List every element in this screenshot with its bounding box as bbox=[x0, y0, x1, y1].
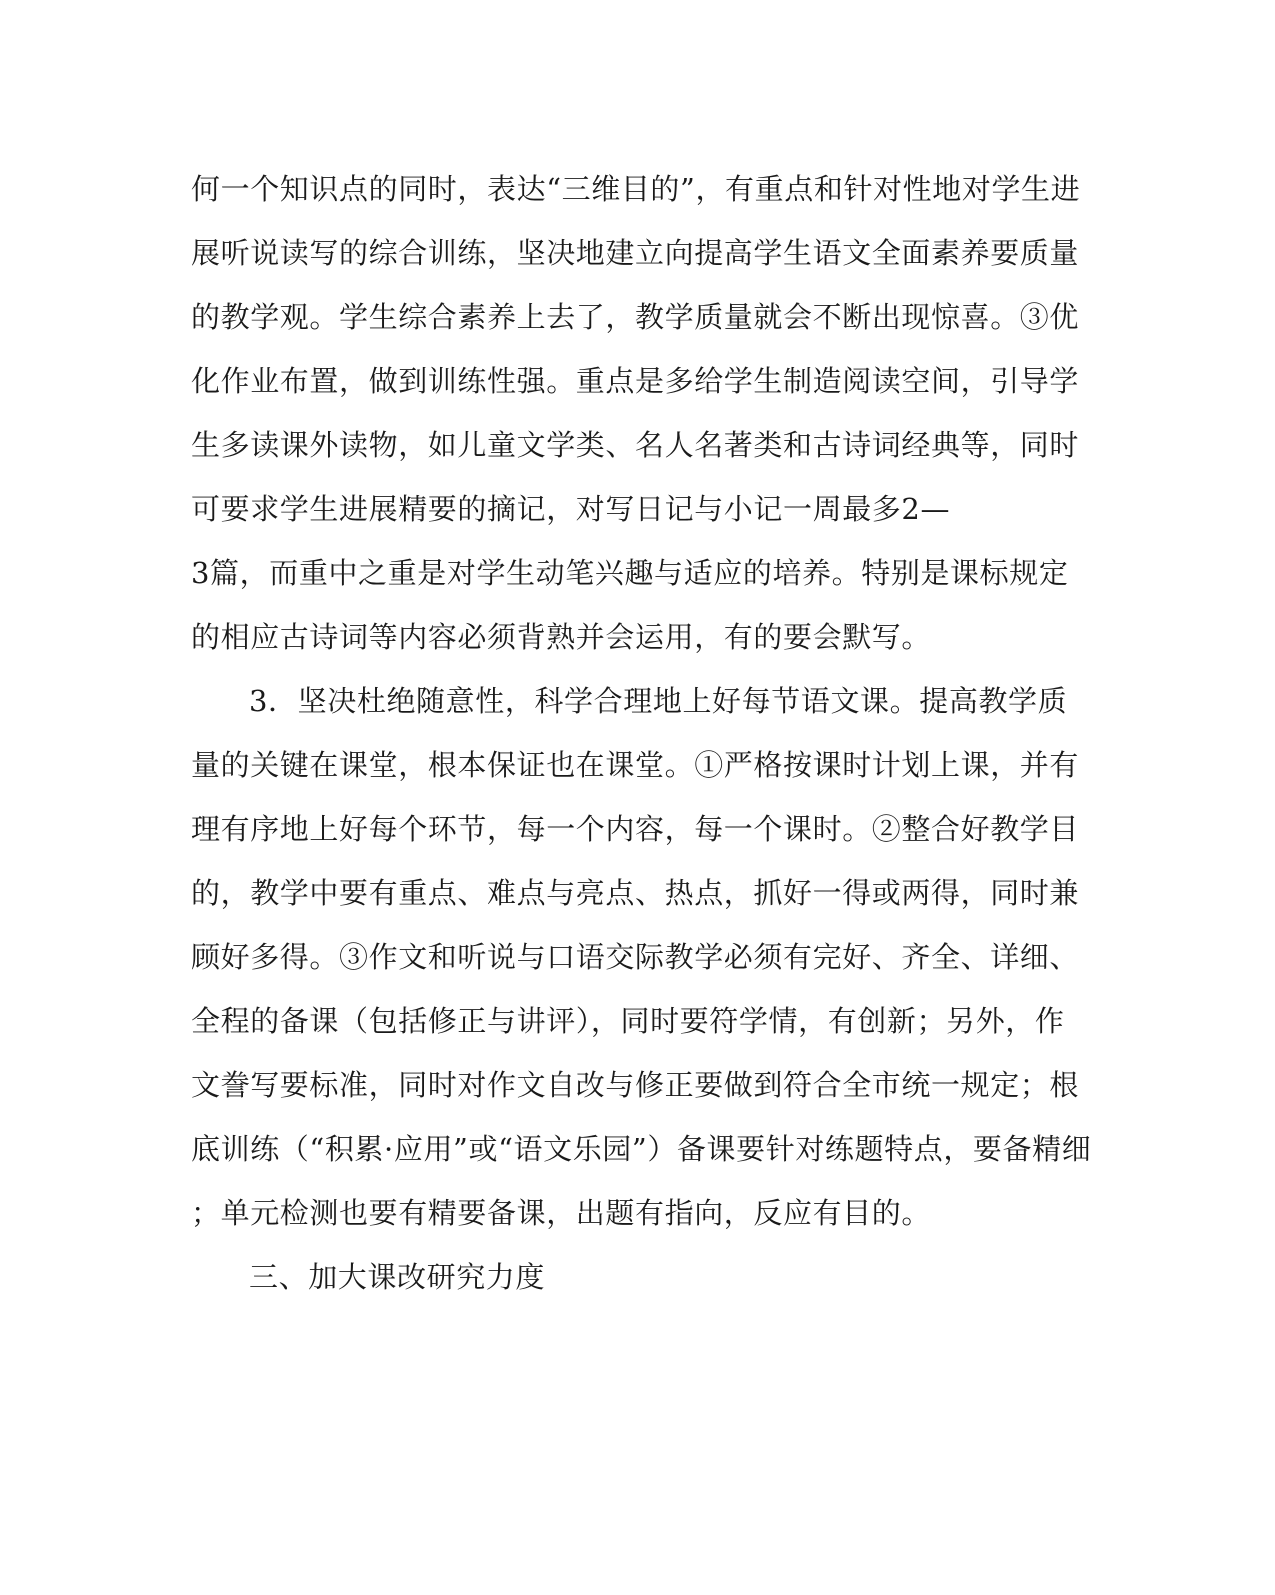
text-line: 量的关键在课堂，根本保证也在课堂。①严格按课时计划上课，并有 bbox=[191, 748, 1080, 782]
text-line: 顾好多得。③作文和听说与口语交际教学必须有完好、齐全、详细、 bbox=[191, 940, 1080, 974]
text-line: 展听说读写的综合训练，坚决地建立向提高学生语文全面素养要质量 bbox=[191, 236, 1080, 270]
text-line: 底训练（“积累·应用”或“语文乐园”）备课要针对练题特点，要备精细 bbox=[191, 1132, 1092, 1166]
section-heading: 三、加大课改研究力度 bbox=[249, 1260, 546, 1294]
text-line: 全程的备课（包括修正与讲评），同时要符学情，有创新；另外，作 bbox=[191, 1004, 1065, 1038]
text-line: 3篇，而重中之重是对学生动笔兴趣与适应的培养。特别是课标规定 bbox=[191, 556, 1069, 590]
text-line: 文誊写要标准，同时对作文自改与修正要做到符合全市统一规定；根 bbox=[191, 1068, 1080, 1102]
text-line: ；单元检测也要有精要备课，出题有指向，反应有目的。 bbox=[191, 1196, 932, 1230]
paragraph-start-line: 3．坚决杜绝随意性，科学合理地上好每节语文课。提高教学质 bbox=[249, 684, 1068, 718]
text-line: 的相应古诗词等内容必须背熟并会运用，有的要会默写。 bbox=[191, 620, 932, 654]
text-line: 的，教学中要有重点、难点与亮点、热点，抓好一得或两得，同时兼 bbox=[191, 876, 1080, 910]
text-line: 何一个知识点的同时，表达“三维目的”，有重点和针对性地对学生进 bbox=[191, 172, 1081, 206]
text-line: 理有序地上好每个环节，每一个内容，每一个课时。②整合好教学目 bbox=[191, 812, 1080, 846]
body-text bbox=[191, 157, 1092, 1309]
text-line: 的教学观。学生综合素养上去了，教学质量就会不断出现惊喜。③优 bbox=[191, 300, 1080, 334]
text-line: 生多读课外读物，如儿童文学类、名人名著类和古诗词经典等，同时 bbox=[191, 428, 1080, 462]
text-line: 可要求学生进展精要的摘记，对写日记与小记一周最多2— bbox=[191, 492, 951, 526]
text-line: 化作业布置，做到训练性强。重点是多给学生制造阅读空间，引导学 bbox=[191, 364, 1080, 398]
